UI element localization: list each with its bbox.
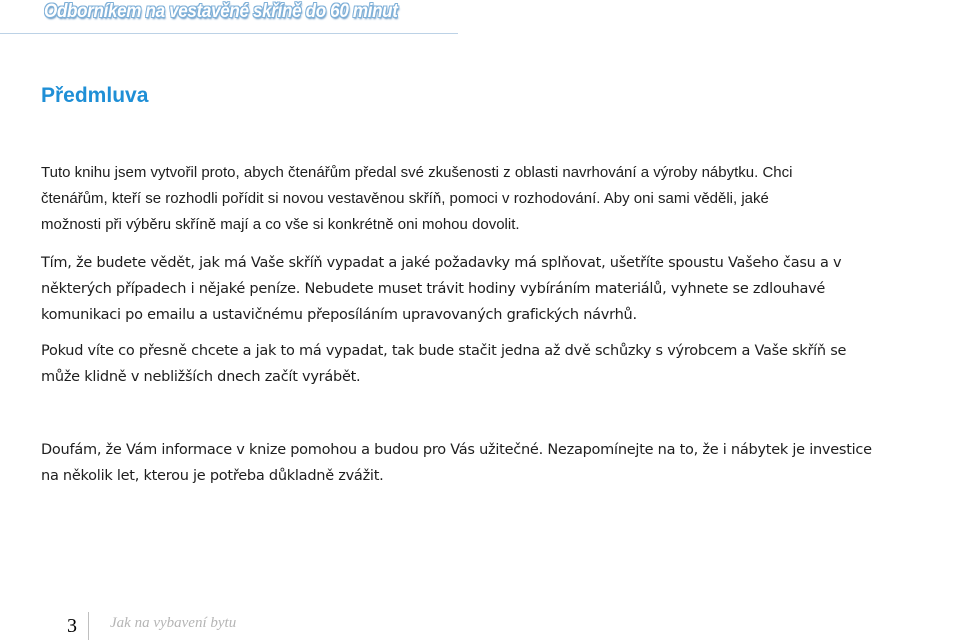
book-title: Odborníkem na vestavěné skříně do 60 minut [44,1,398,22]
paragraph-line: Doufám, že Vám informace v knize pomohou a budou pro Vás užitečné. Nezapomínejte na to, že i nábytek je investice [41,442,872,458]
paragraph-1 [41,160,792,238]
paragraph-line: komunikaci po emailu a ustavičnému přeposíláním upravovaných grafických návrhů. [41,307,637,323]
paragraph-line: může klidně v nebližších dnech začít vyrábět. [41,369,361,385]
footer-divider [88,612,89,640]
paragraph-line: možnosti při výběru skříně mají a co vše si konkrétně oni mohou dovolit. [41,216,520,233]
paragraph-4 [41,437,872,489]
paragraph-line: některých případech i nějaké peníze. Nebudete muset trávit hodiny vybíráním materiálů, vyhnete se zdlouhavé [41,281,826,297]
paragraph-line: čtenářům, kteří se rozhodli pořídit si novou vestavěnou skříň, pomoci v rozhodování. Aby oni sami věděli, jaké [41,190,769,207]
page-header [0,0,960,40]
paragraph-line: Tím, že budete vědět, jak má Vaše skříň vypadat a jaké požadavky má splňovat, ušetříte spoustu Vašeho času a v [41,255,842,271]
paragraph-line: Tuto knihu jsem vytvořil proto, abych čtenářům předal své zkušenosti z oblasti navrhování a výroby nábytku. Chci [41,164,793,181]
paragraph-line: Pokud víte co přesně chcete a jak to má vypadat, tak bude stačit jedna až dvě schůzky s výrobcem a Vaše skříň se [41,343,847,359]
running-footer-title: Jak na vybavení bytu [110,615,237,631]
paragraph-line: na několik let, kterou je potřeba důkladně zvážit. [41,468,384,484]
header-divider [0,33,458,34]
paragraph-3 [41,338,846,390]
chapter-heading: Předmluva [41,84,149,107]
page-number: 3 [67,615,77,637]
paragraph-2 [41,250,841,328]
